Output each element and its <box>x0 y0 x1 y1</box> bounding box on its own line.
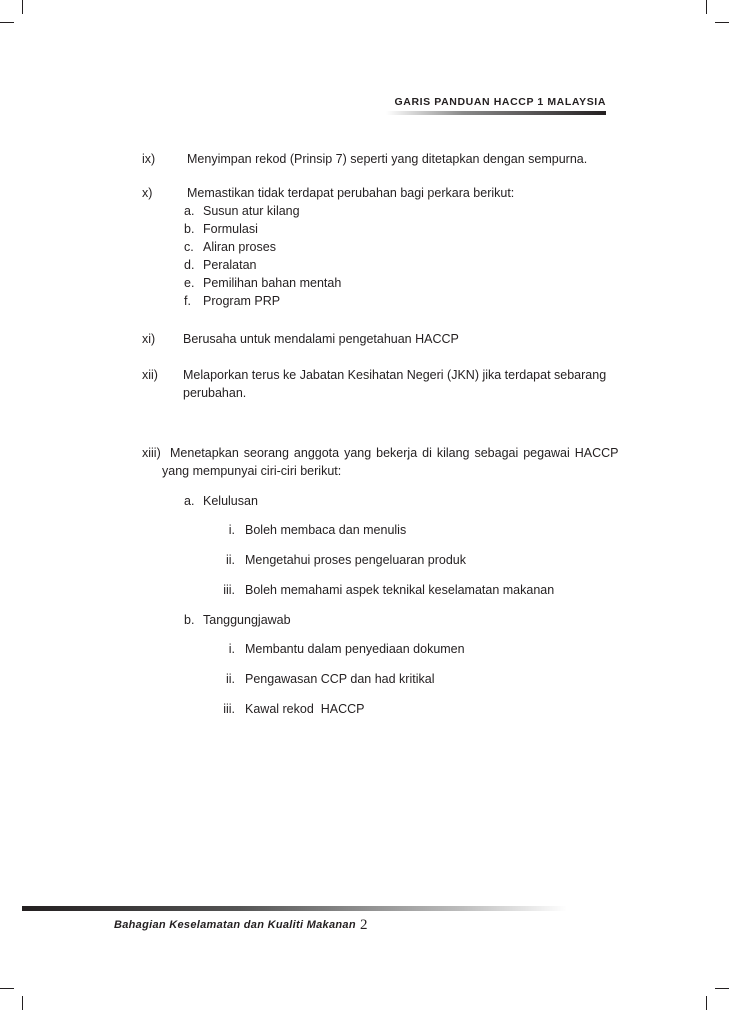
document-header-title: GARIS PANDUAN HACCP 1 MALAYSIA <box>394 96 606 108</box>
sublist-x-f-text: Program PRP <box>203 294 281 308</box>
sublist-xiii-b-i-number: i. <box>228 642 235 656</box>
item-xii-number: xii) <box>142 368 158 382</box>
sublist-x-e-number: e. <box>184 276 195 290</box>
item-xiii-text-line1: Menetapkan seorang anggota yang bekerja di kilang sebagai pegawai HACCP <box>170 446 619 460</box>
sublist-x-e-text: Pemilihan bahan mentah <box>203 276 342 290</box>
page-number: 2 <box>360 917 368 933</box>
sublist-xiii-a-ii-text: Mengetahui proses pengeluaran produk <box>245 553 466 567</box>
sublist-xiii-a-iii-number: iii. <box>223 583 235 597</box>
item-xii-text-line2: perubahan. <box>183 386 247 400</box>
sublist-xiii-a-text: Kelulusan <box>203 494 258 508</box>
sublist-xiii-b-ii-text: Pengawasan CCP dan had kritikal <box>245 672 435 686</box>
sublist-xiii-a-ii-number: ii. <box>225 553 235 567</box>
item-x-number: x) <box>142 186 153 200</box>
item-xii-text-line1: Melaporkan terus ke Jabatan Kesihatan Negeri (JKN) jika terdapat sebarang <box>183 368 607 382</box>
crop-mark-bottom-left-v <box>22 996 23 1010</box>
sublist-xiii-b-i-text: Membantu dalam penyediaan dokumen <box>245 642 465 656</box>
sublist-xiii-b-iii-text: Kawal rekod HACCP <box>245 702 365 716</box>
item-x-text: Memastikan tidak terdapat perubahan bagi perkara berikut: <box>187 186 515 200</box>
item-ix-number: ix) <box>142 152 156 166</box>
sublist-x-b-text: Formulasi <box>203 222 258 236</box>
sublist-xiii-a-i-text: Boleh membaca dan menulis <box>245 523 407 537</box>
sublist-xiii-b-ii-number: ii. <box>225 672 235 686</box>
crop-mark-top-left-h <box>0 22 14 23</box>
crop-mark-top-right-h <box>715 22 729 23</box>
item-xiii-text-line2: yang mempunyai ciri-ciri berikut: <box>162 464 342 478</box>
crop-mark-top-right-v <box>706 0 707 14</box>
crop-mark-bottom-right-v <box>706 996 707 1010</box>
sublist-xiii-b-number: b. <box>184 613 195 627</box>
footer-rule <box>22 906 567 911</box>
footer-department-text: Bahagian Keselamatan dan Kualiti Makanan <box>114 919 356 931</box>
sublist-x-c-text: Aliran proses <box>203 240 276 254</box>
sublist-x-d-text: Peralatan <box>203 258 257 272</box>
item-ix-text: Menyimpan rekod (Prinsip 7) seperti yang ditetapkan dengan sempurna. <box>187 152 588 166</box>
sublist-x-d-number: d. <box>184 258 195 272</box>
item-xi-text: Berusaha untuk mendalami pengetahuan HACCP <box>183 332 459 346</box>
sublist-xiii-b-iii-number: iii. <box>223 702 235 716</box>
sublist-x-b-number: b. <box>184 222 195 236</box>
sublist-xiii-b-text: Tanggungjawab <box>203 613 291 627</box>
sublist-xiii-a-iii-text: Boleh memahami aspek teknikal keselamatan makanan <box>245 583 555 597</box>
sublist-x-f-number: f. <box>184 294 191 308</box>
header-rule <box>386 111 606 115</box>
sublist-x-a-text: Susun atur kilang <box>203 204 300 218</box>
crop-mark-bottom-right-h <box>715 988 729 989</box>
sublist-xiii-a-i-number: i. <box>228 523 235 537</box>
sublist-x-c-number: c. <box>184 240 194 254</box>
crop-mark-bottom-left-h <box>0 988 14 989</box>
sublist-x-a-number: a. <box>184 204 195 218</box>
sublist-xiii-a-number: a. <box>184 494 195 508</box>
item-xiii-number: xiii) <box>142 446 161 460</box>
crop-mark-top-left-v <box>22 0 23 14</box>
item-xi-number: xi) <box>142 332 156 346</box>
